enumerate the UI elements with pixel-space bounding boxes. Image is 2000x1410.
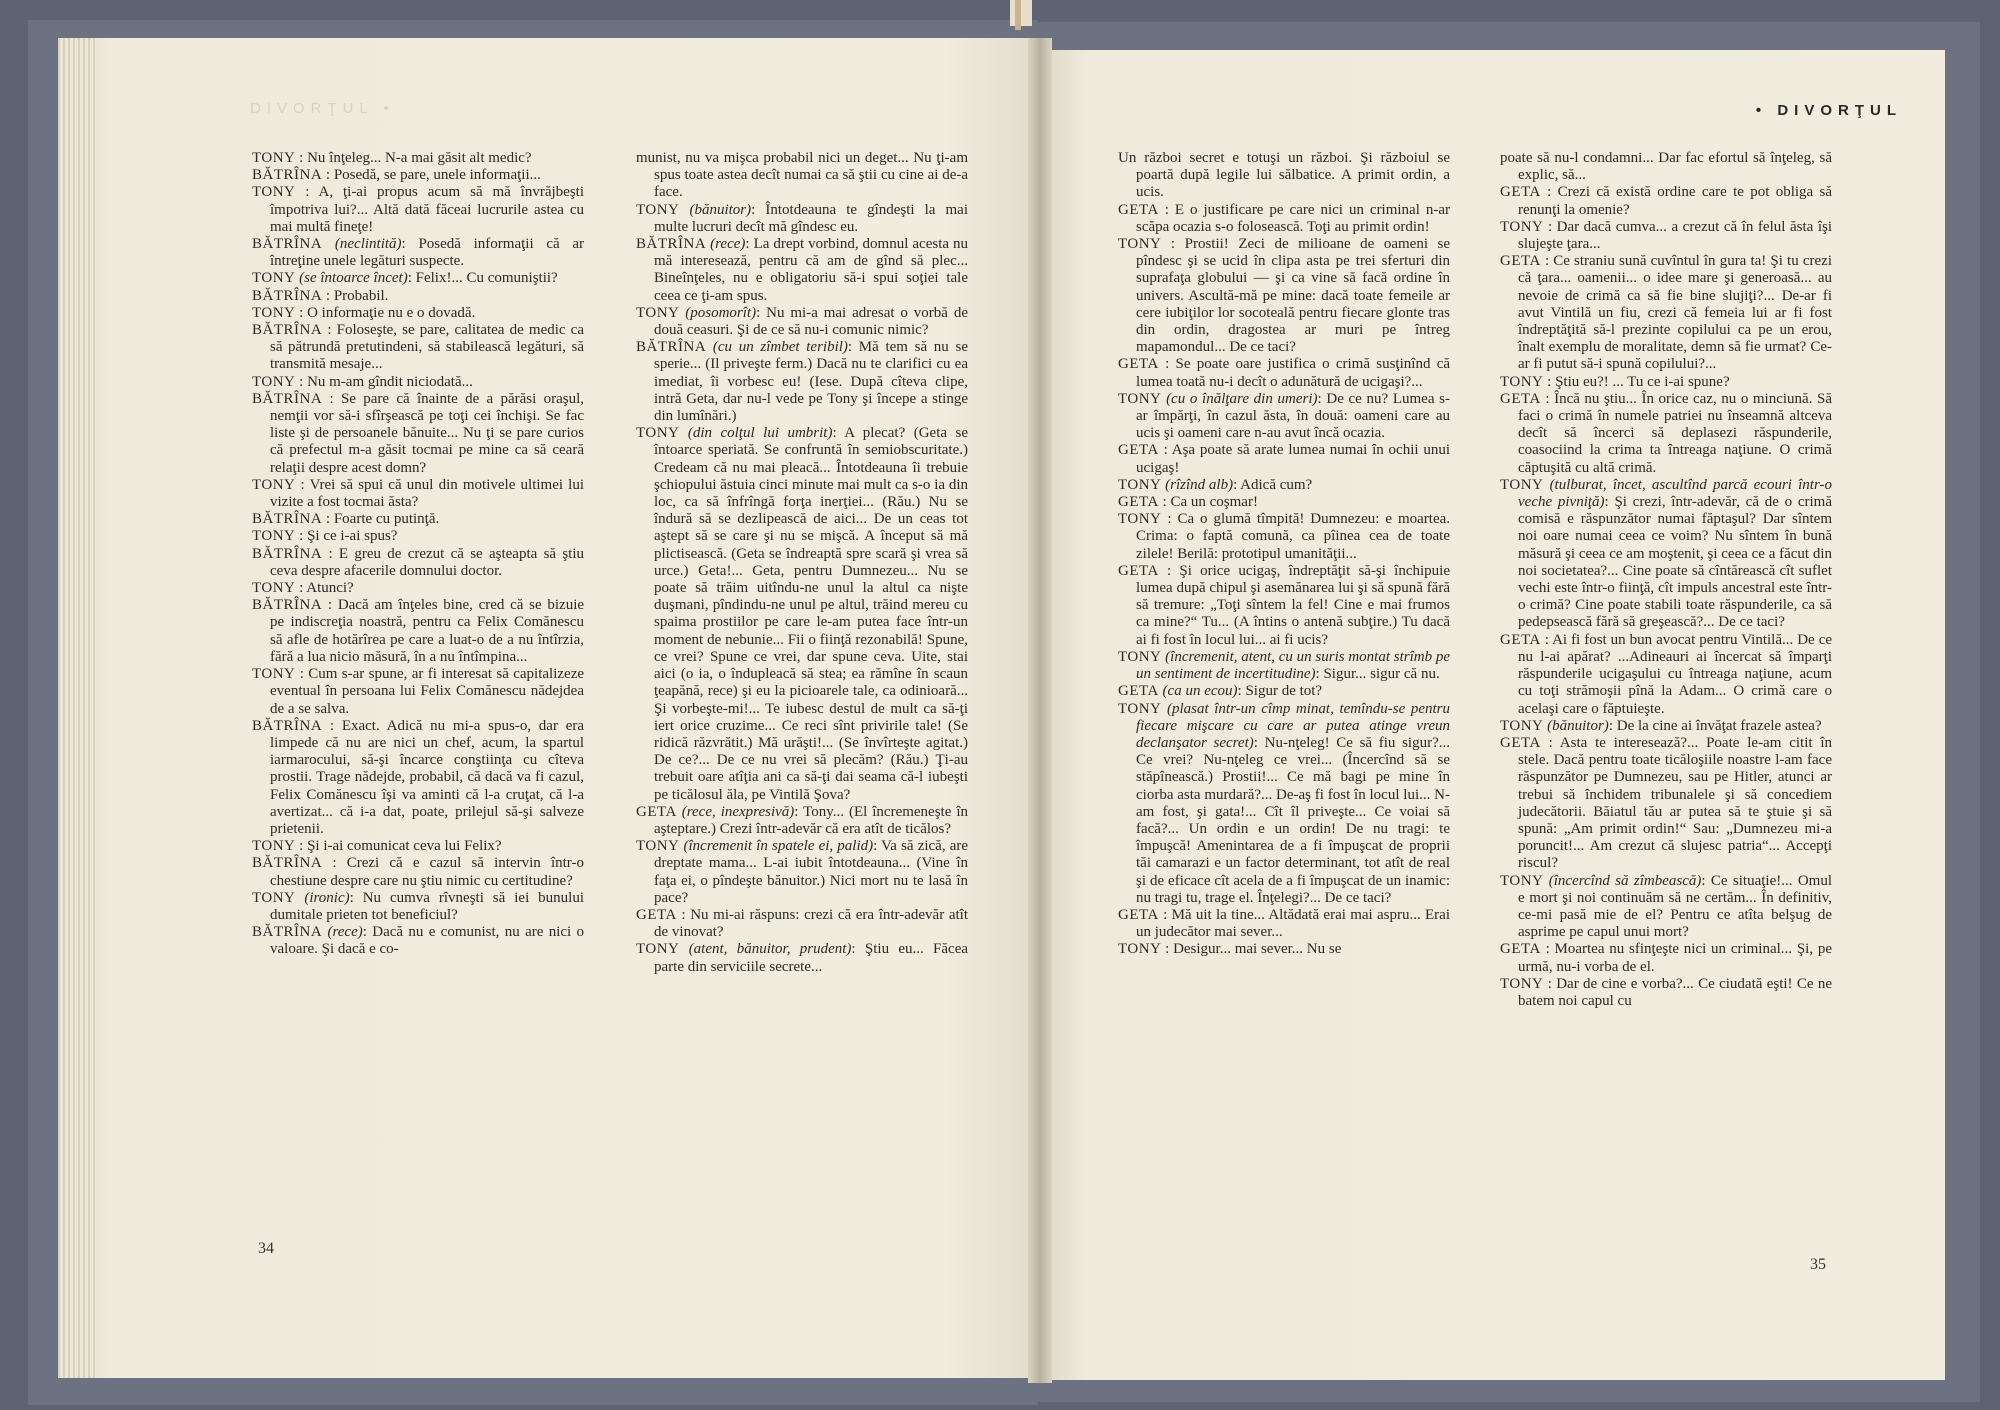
dialogue-paragraph: BĂTRÎNA : Foarte cu putinţă. [252,511,440,528]
dialogue-paragraph: GETA : Şi orice ucigaş, îndreptăţit să-şi închipuie lumea după chipul şi asemănarea lui şi să spună fără să tremure: „Toţi sîntem la fel! Cine e mai frumos ca mine?“ Tu... (A întins o antenă subţire.) Tu dacă ai fi fost în locul lui... ai fi ucis? [1118,562,1450,648]
dialogue-text: Sigur... sigur că nu. [1323,666,1440,683]
dialogue-text: Exact. Adică nu mi-a spus-o, dar era limpede că nu are nici un chef, acum, la spartul iarmarocului, să-şi încarce conştiinţa cu cîteva prostii. Trage nădejde, probabil, că dacă va fi cazul, Felix Comănescu îşi va aminti că l-a cruţat, că l-a avertizat... că i-a dat, poate, prilejul să-şi salveze prietenii. [270,717,585,837]
speaker-name: GETA [1118,562,1159,579]
dialogue-text: Şi crezi, într-adevăr, că de o crimă comisă e răspunzător numai făptaşul? Dar sîntem noi oare numai ceea ce voim? Nu sîntem în bună măsură şi ceea ce am moştenit, şi ceea ce a făcut din noi societatea?... Cine poate să cîntărească cît suflet vechi este într-o fiinţă, cît impuls ancestral este într-o crimă? Cine poate stabili toate răspunderile, ca să pedepsească fără să greşească?... De ce taci? [1518,494,1833,631]
dialogue-text: Tony... (El încremeneşte în aşteptare.) Crezi într-adevăr că era atît de ticălos? [654,803,968,837]
dialogue-text: Asta te interesează?... Poate le-am citit în stele. Dacă pentru toate ticăloşiile noastre l-am face răspunzător pe Dumnezeu, sau pe Hitler, atunci ar trebui să închidem tribunalele şi să concediem judecătorii. Băiatul tău ar putea să te ştuie şi să spună: „Am primit ordin!“ Sau: „Dumnezeu mi-a poruncit!... Am crezut că slujesc patria“... Accepţi riscul? [1518,734,1833,872]
dialogue-text: A, ţi-ai propus acum să mă învrăjbeşti împotriva lui?... Altă dată făceai lucrurile astea cu mai multă fineţe! [270,184,585,235]
speaker-name: GETA [1500,734,1541,751]
stage-direction: (din colţul lui umbrit) [687,425,833,442]
dialogue-paragraph: GETA : Ai fi fost un bun avocat pentru Vintilă... De ce nu l-ai apărat? ...Adineauri ai încercat să împarţi răspunderile ucigaşului cu întreaga naţiune, acum cu toţi strămoşii pînă la Adam... O crimă care o acelaşi care o făptuieşte. [1500,631,1833,717]
dialogue-paragraph: BĂTRÎNA : Exact. Adică nu mi-a spus-o, dar era limpede că nu are nici un chef, acum, la spartul iarmarocului, să-şi încarce conştiinţa cu cîteva prostii. Trage nădejde, probabil, că dacă va fi cazul, Felix Comănescu îşi va aminti că l-a cruţat, că l-a avertizat... că i-a dat, poate, prilejul să-şi salveze prietenii. [252,717,585,837]
dialogue-text: Nu cumva rîvneşti să iei bunului dumitale prieten tot beneficiul? [270,889,584,923]
speaker-name: BĂTRÎNA [252,545,323,562]
dialogue-paragraph: GETA : Nu mi-ai răspuns: crezi că era într-adevăr atît de vinovat? [636,906,968,941]
stage-direction: (ca un ecou) [1162,683,1238,700]
dialogue-paragraph: TONY (ironic): Nu cumva rîvneşti să iei bunului dumitale prieten tot beneficiul? [252,889,584,923]
stage-direction: (rece) [710,236,746,253]
speaker-name: BĂTRÎNA [252,287,323,304]
speaker-name: GETA [1118,356,1159,373]
dialogue-text: Întotdeauna te gîndeşti la mai multe lucruri decît mă gîndesc eu. [654,201,969,235]
dialogue-paragraph: GETA (rece, inexpresivă): Tony... (El încremeneşte în aşteptare.) Crezi într-adevăr că era atît de ticălos? [636,803,968,837]
stage-direction: (rece) [327,924,363,941]
show-through-header: DIVORŢUL • [250,100,395,117]
dialogue-paragraph: TONY (din colţul lui umbrit): A plecat? (Geta se întoarce speriată. Se confruntă în semiobscuritate.) Credeam că nu mai pleacă... Întotdeauna îi trebuie şchiopului ăstuia cinci minute mai mult ca s-o ia din loc, ca să înfrîngă forţa inerţiei... (Rău.) Nu se îndură să se dezlipească de aici... De un ceas tot aştept să se care şi nu se mişcă. A început să mă plictisească. (Geta se îndreaptă spre scară şi vrea să urce.) Geta!... Geta, pentru Dumnezeu... Nu se poate să trăim uitîndu-ne unul la altul ca nişte duşmani, pîndindu-ne unul pe altul, trăind mereu cu spaima prostiilor pe care le-am putea face într-un moment de nebunie... Fii o fiinţă rezonabilă! Spune, ce vrei? Spune ce vrei, dar spune ceva. Uite, stai aici (o ia, o îndupleacă să stea; ea rămîne în scaun ţeapănă, rece) şi eu la picioarele tale, ca odinioară... Şi vorbeşte-mi!... Te iubesc destul de mult ca să-ţi iert orice cruzime... Ce reci sînt privirile tale! (Se ridică răzvrătit.) Mă urăşti!... (Se învîrteşte agitat.) De ce?... De ce nu vrei să plecăm? (Rău.) Ţi-au trebuit oare atîţia ani ca să-ţi dai seama că-l iubeşti pe ticălosul ăla, pe Vintilă Şova? [636,425,969,803]
speaker-name: TONY [636,941,680,958]
stage-direction: (rîzînd alb) [1165,476,1234,493]
text-column-4 [1500,150,1832,1010]
dialogue-paragraph: TONY : O informaţie nu e o dovadă. [252,304,476,321]
stage-direction: (rece, inexpresivă) [681,803,795,820]
speaker-name: TONY [252,304,296,321]
dialogue-text: De ce nu? Lumea s-ar împărţi, în cazul ăsta, în două: oameni care au ucis şi oameni care n-au avut încă ocazia. [1136,390,1450,442]
dialogue-text: E o justificare pe care nici un criminal n-ar scăpa ocazia s-o folosească. Toţi au primit ordin! [1136,201,1450,235]
stage-direction: (atent, bănuitor, prudent) [688,941,852,958]
dialogue-text: Şi ce i-ai spus? [307,528,398,545]
stage-direction: (bănuitor) [689,201,752,218]
dialogue-paragraph: TONY : Atunci? [252,580,354,597]
bookmark-ribbon [1015,0,1021,30]
dialogue-text: La drept vorbind, domnul acesta nu mă interesează, pentru că am de gînd să plec... Bineînţeles, nu e obligatoriu să-i spui soţiei tale ceea ce ţi-am spus. [654,236,968,304]
dialogue-text: Adică cum? [1240,476,1313,493]
dialogue-paragraph: BĂTRÎNA (rece): Dacă nu e comunist, nu are nici o valoare. Şi dacă e co- [252,924,585,958]
dialogue-text: Desigur... mai sever... Nu se [1173,941,1342,958]
dialogue-text: Cum s-ar spune, ar fi interesat să capitalizeze eventual în persoana lui Felix Comănescu nădejdea de a se salva. [270,666,585,717]
dialogue-paragraph: TONY : Ca o glumă tîmpită! Dumnezeu: e moartea. Crima: o faptă comună, ca pîinea cea de toate zilele! Berilă: prototipul umanităţii... [1118,511,1451,562]
dialogue-paragraph: TONY : Dar de cine e vorba?... Ce ciudată eşti! Ce ne batem noi capul cu [1500,975,1833,1009]
speaker-name: GETA [1118,442,1159,459]
dialogue-text: Dacă nu e comunist, nu are nici o valoare. Şi dacă e co- [270,924,585,958]
dialogue-text: Aşa poate să arate lumea numai în ochii unui ucigaş! [1136,442,1450,476]
dialogue-paragraph: TONY (bănuitor): Întotdeauna te gîndeşti la mai multe lucruri decît mă gîndesc eu. [636,201,969,235]
dialogue-paragraph: BĂTRÎNA (cu un zîmbet teribil): Mă tem să nu se sperie... (Il priveşte ferm.) Dacă nu te clarifici cu ea imediat, îi vorbesc eu! (Iese. După cîteva clipe, intră Geta, dar nu-l vede pe Tony şi începe a stinge din lumînări.) [636,339,968,425]
stage-direction: (bănuitor) [1547,717,1609,734]
dialogue-paragraph: TONY : Nu m-am gîndit niciodată... [252,373,473,390]
dialogue-paragraph: BĂTRÎNA : Se pare că înainte de a părăsi oraşul, nemţii vor să-i sfîrşească pe toţi cei închişi. Se fac liste şi de persoanele bănuite... Nu ţi se pare curios că prefectul m-a găsit tocmai pe mine ca să ceară relaţii despre acest domn? [252,390,584,476]
dialogue-text: Ce situaţie!... Omul e mort şi noi continuăm să ne certăm... În definitiv, ce-mi pasă mie de el? Pentru ce atîta belşug de asprime pe capul unui mort? [1518,872,1833,941]
dialogue-text: Atunci? [306,580,354,597]
text-column-1 [252,150,584,959]
speaker-name: BĂTRÎNA [252,717,323,734]
dialogue-paragraph: GETA : Încă nu ştiu... În orice caz, nu o minciună. Să faci o crimă în numele patriei nu înseamnă altceva decît să încerci să deplasezi răspunderile, coasociind la crima ta întreaga naţiune. O crimă căptuşită cu altă crimă. [1500,390,1833,476]
speaker-name: BĂTRÎNA [252,167,323,184]
dialogue-paragraph: BĂTRÎNA : Probabil. [252,287,389,304]
stage-direction: (încercînd să zîmbească) [1548,872,1702,889]
speaker-name: GETA [636,906,677,923]
dialogue-paragraph: GETA : Ca un coşmar! [1118,494,1258,511]
dialogue-paragraph: TONY : Şi i-ai comunicat ceva lui Felix? [252,838,502,855]
speaker-name: GETA [1118,906,1159,923]
speaker-name: TONY [252,150,296,166]
speaker-name: TONY [636,304,680,321]
dialogue-text: Ştiu eu... Făcea parte din serviciile secrete... [654,941,969,975]
stage-direction: (încremenit, atent, cu un suris montat strîmb pe un sentiment de incertitudine) [1136,648,1451,683]
stage-direction: (cu un zîmbet teribil) [712,339,848,356]
dialogue-text: Vrei să spui că unul din motivele ultimei lui vizite a fost tocmai ăsta? [270,476,584,511]
page-number-right: 35 [1810,1256,1826,1273]
dialogue-paragraph: BĂTRÎNA : Crezi că e cazul să intervin într-o chestiune despre care nu ştiu nimic cu certitudine? [252,855,584,889]
dialogue-paragraph: GETA : Moartea nu sfinţeşte nici un criminal... Şi, pe urmă, nu-i vorba de el. [1500,941,1833,975]
dialogue-paragraph: TONY : Dar dacă cumva... a crezut că în felul ăsta îşi slujeşte ţara... [1500,218,1833,253]
dialogue-text: Probabil. [333,287,389,304]
dialogue-text: Un război secret e totuşi un război. Şi războiul se poartă după legile lui sălbatice. A primit ordin, a ucis. [1118,150,1450,201]
dialogue-paragraph: GETA : Asta te interesează?... Poate le-am citit în stele. Dacă pentru toate ticăloşiile noastre l-am face răspunzător pe Dumnezeu, sau pe Hitler, atunci ar trebui să închidem tribunalele şi să concediem judecătorii. Băiatul tău ar putea să te ştuie şi să spună: „Am primit ordin!“ Sau: „Dumnezeu mi-a poruncit!... Am crezut că slujesc patria“... Accepţi riscul? [1500,734,1833,872]
dialogue-paragraph: TONY : A, ţi-ai propus acum să mă învrăjbeşti împotriva lui?... Altă dată făceai lucrurile astea cu mai multă fineţe! [252,184,585,235]
text-column-2 [636,150,968,976]
speaker-name: GETA [1500,390,1541,407]
speaker-name: TONY [252,580,296,597]
dialogue-paragraph [636,150,968,202]
dialogue-paragraph: TONY : Prostii! Zeci de milioane de oameni se pîndesc şi se ucid în clipa asta pe trei sferturi din suprafaţa globului — şi ca vine să facă ordine în univers. Ascultă-mă pe mine: dacă toate femeile ar cere iubiţilor lor socoteală pentru fiecare glonte tras din ordin, dragostea ar muri pe întreg mapamondul... De ce taci? [1118,236,1451,356]
dialogue-paragraph: TONY : Ştiu eu?! ... Tu ce i-ai spune? [1500,373,1730,390]
speaker-name: BĂTRÎNA [252,924,323,941]
dialogue-paragraph: TONY (bănuitor): De la cine ai învăţat frazele astea? [1500,717,1822,734]
dialogue-paragraph: TONY : Şi ce i-ai spus? [252,528,398,545]
dialogue-text: E greu de crezut că se aşteapta să ştiu ceva despre afacerile domnului doctor. [270,545,585,579]
dialogue-text: Nu mi-a mai adresat o vorbă de două ceasuri. Şi de ce să nu-i comunic nimic? [654,304,968,339]
dialogue-paragraph: BĂTRÎNA : Foloseşte, se pare, calitatea de medic ca să pătrundă pretutindeni, să stabilească legături, să transmită mesaje... [252,322,585,373]
speaker-name: TONY [252,184,296,201]
dialogue-text: Sigur de tot? [1245,683,1323,700]
speaker-name: BĂTRÎNA [636,236,707,253]
dialogue-text: Nu-nţeleg! Ce să fiu sigur?... Ce vrei? Nu-nţeleg ce vrei... (Încercînd să se stăpînească.) Prostii!... Ce mă bagi pe mine în ciorba asta murdară?... De-aş fi fost în locul lui... N-am fost, şi gata!... Cît îl priveşte... Ce voiai să facă?... Un ordin e un ordin! De nu tragi: te împuşcă! Amenintarea de a fi împuşcat de proprii tăi camarazi e un factor determinant, tot atît de real şi de eficace cît acela de a fi împuşcat de un inamic: nu tragi tu, trage el. Înţelegi?... De ce taci? [1136,734,1450,906]
dialogue-paragraph: BĂTRÎNA : Posedă, se pare, unele informaţii... [252,167,541,184]
dialogue-text: Nu m-am gîndit niciodată... [307,373,473,390]
dialogue-paragraph: TONY (plasat într-un cîmp minat, temîndu-se pentru fiecare mişcare cu care ar putea atinge vreun declanşator secret): Nu-nţeleg! Ce să fiu sigur?... Ce vrei? Nu-nţeleg ce vrei... (Încercînd să se stăpînească.) Prostii!... Ce mă bagi pe mine în ciorba asta murdară?... De-aş fi fost în locul lui... N-am fost, şi gata!... Cît îl priveşte... Ce voiai să facă?... Un ordin e un ordin! De nu tragi: te împuşcă! Amenintarea de a fi împuşcat de proprii tăi camarazi e un factor determinant, tot atît de real şi de eficace cît acela de a fi împuşcat de un inamic: nu tragi tu, trage el. Înţelegi?... De ce taci? [1118,700,1451,906]
dialogue-text: Crezi că există ordine care te pot obliga să renunţi la omenie? [1518,184,1832,218]
speaker-name: GETA [1500,941,1541,958]
dialogue-paragraph: GETA (ca un ecou): Sigur de tot? [1118,683,1323,700]
dialogue-paragraph: TONY (posomorît): Nu mi-a mai adresat o vorbă de două ceasuri. Şi de ce să nu-i comunic nimic? [636,304,968,339]
book-gutter [1028,38,1052,1383]
speaker-name: TONY [252,270,296,287]
speaker-name: TONY [1500,218,1544,235]
speaker-name: TONY [1500,975,1544,992]
dialogue-text: Nu mi-ai răspuns: crezi că era într-adevăr atît de vinovat? [654,906,968,941]
speaker-name: TONY [1118,476,1162,493]
dialogue-text: O informaţie nu e o dovadă. [307,304,476,321]
speaker-name: TONY [1500,476,1544,493]
speaker-name: TONY [1118,511,1162,528]
speaker-name: TONY [252,838,296,855]
dialogue-paragraph [1118,150,1450,202]
speaker-name: GETA [1118,683,1159,700]
speaker-name: TONY [1500,872,1544,889]
speaker-name: BĂTRÎNA [636,339,707,356]
bookmark-tab [1010,0,1032,26]
dialogue-paragraph: TONY : Nu înţeleg... N-a mai găsit alt medic? [252,150,532,166]
stage-direction: (tulburat, încet, ascultînd parcă ecouri într-o veche pivniţă) [1518,476,1833,511]
speaker-name: TONY [636,201,680,218]
dialogue-paragraph: TONY (atent, bănuitor, prudent): Ştiu eu... Făcea parte din serviciile secrete... [636,941,969,975]
speaker-name: GETA [1500,631,1541,648]
dialogue-text: Dar de cine e vorba?... Ce ciudată eşti! Ce ne batem noi capul cu [1518,975,1833,1009]
dialogue-paragraph: GETA : Crezi că există ordine care te pot obliga să renunţi la omenie? [1500,184,1832,218]
speaker-name: TONY [252,528,296,545]
running-header: • DIVORŢUL [1755,102,1902,119]
dialogue-paragraph: TONY (încremenit în spatele ei, palid): Va să zică, are dreptate mama... L-ai iubit întotdeauna... (Vine în faţa ei, o pîndeşte bănuitor.) Nici mort nu te lasă în pace? [636,838,969,906]
dialogue-text: Crezi că e cazul să intervin într-o chestiune despre care nu ştiu nimic cu certitudine? [270,855,584,889]
page-number-left: 34 [258,1240,274,1257]
dialogue-text: Nu înţeleg... N-a mai găsit alt medic? [307,150,532,166]
dialogue-text: Foarte cu putinţă. [333,511,440,528]
dialogue-paragraph: BĂTRÎNA : Dacă am înţeles bine, cred că se bizuie pe indiscreţia noastră, pentru ca Felix Comănescu să afle de hotărîrea pe care a luat-o de a nu întîrzia, fără a lua nicio măsură, în a nu întîmpina... [252,597,585,665]
speaker-name: BĂTRÎNA [252,597,323,614]
dialogue-text: A plecat? (Geta se întoarce speriată. Se confruntă în semiobscuritate.) Credeam că nu mai pleacă... Întotdeauna îi trebuie şchiopului ăstuia cinci minute mai mult ca s-o ia din loc, ca să înfrîngă forţa inerţiei... (Rău.) Nu se îndură să se dezlipească de aici... De un ceas tot aştept să se care şi nu se mişcă. A început să mă plictisească. (Geta se îndreaptă spre scară şi vrea să urce.) Geta!... Geta, pentru Dumnezeu... Nu se poate să trăim uitîndu-ne unul la altul ca nişte duşmani, pîndindu-ne unul pe altul, trăind mereu cu spaima prostiilor pe care le-am putea face într-un moment de nebunie... Fii o fiinţă rezonabilă! Spune, ce vrei? Spune ce vrei, dar spune ceva. Uite, stai aici (o ia, o îndupleacă să stea; ea rămîne în scaun ţeapănă, rece) şi eu la picioarele tale, ca odinioară... Şi vorbeşte-mi!... Te iubesc destul de mult ca să-ţi iert orice cruzime... Ce reci sînt privirile tale! (Se ridică răzvrătit.) Mă urăşti!... (Se învîrteşte agitat.) De ce?... De ce nu vrei să plecăm? (Rău.) Ţi-au trebuit oare atîţia ani ca să-ţi dai seama că-l iubeşti pe ticălosul ăla, pe Vintilă Şova? [654,425,969,803]
stage-direction: (încremenit în spatele ei, palid) [683,838,874,855]
speaker-name: GETA [1118,494,1159,511]
speaker-name: TONY [1118,648,1162,665]
speaker-name: TONY [1500,717,1544,734]
speaker-name: TONY [252,373,296,390]
dialogue-text: Posedă, se pare, unele informaţii... [333,167,541,184]
speaker-name: BĂTRÎNA [252,236,323,253]
dialogue-text: Ca o glumă tîmpită! Dumnezeu: e moartea. Crima: o faptă comună, ca pîinea cea de toate zilele! Berilă: prototipul umanităţii... [1136,511,1451,562]
dialogue-paragraph: TONY (se întoarce încet): Felix!... Cu comuniştii? [252,270,558,287]
speaker-name: GETA [636,803,677,820]
dialogue-paragraph: GETA : Ce straniu sună cuvîntul în gura ta! Şi tu crezi că ţara... oamenii... o idee mare şi generoasă... au nevoie de crimă ca să fie bine slujiţi?... De-ar fi avut Vintilă un fiu, crezi că femeia lui ar fi fost îndreptăţită să-l prezinte copilului ca pe un erou, înalt exemplu de moralitate, demn să fie urmat? Ce-ar fi putut să-i spună copilului?... [1500,253,1832,373]
dialogue-text: Încă nu ştiu... În orice caz, nu o minciună. Să faci o crimă în numele patriei nu înseamnă altceva decît să încerci să deplasezi răspunderile, coasociind la crima ta întreaga naţiune. O crimă căptuşită cu altă crimă. [1518,390,1833,476]
speaker-name: TONY [252,476,296,493]
speaker-name: TONY [636,838,680,855]
dialogue-text: Va să zică, are dreptate mama... L-ai iubit întotdeauna... (Vine în faţa ei, o pîndeşte bănuitor.) Nici mort nu te lasă în pace? [654,838,969,906]
speaker-name: TONY [1118,390,1162,407]
speaker-name: TONY [636,425,680,442]
dialogue-paragraph: TONY (încercînd să zîmbească): Ce situaţie!... Omul e mort şi noi continuăm să ne certăm... În definitiv, ce-mi pasă mie de el? Pentru ce atîta belşug de asprime pe capul unui mort? [1500,872,1833,941]
dialogue-text: Felix!... Cu comuniştii? [415,270,558,287]
text-column-3 [1118,150,1450,959]
dialogue-text: De la cine ai învăţat frazele astea? [1616,717,1822,734]
page-edges [58,38,98,1378]
dialogue-paragraph: TONY (încremenit, atent, cu un suris montat strîmb pe un sentiment de incertitudine): Sigur... sigur că nu. [1118,648,1451,683]
speaker-name: TONY [1118,236,1162,253]
speaker-name: GETA [1500,253,1541,270]
dialogue-text: Mă uit la tine... Altădată erai mai aspru... Erai un judecător mai sever... [1136,906,1450,941]
speaker-name: GETA [1500,184,1541,201]
dialogue-paragraph: GETA : Se poate oare justifica o crimă susţinînd că lumea toată nu-i decît o adunătură de ucigaşi?... [1118,356,1451,390]
stage-direction: (plasat într-un cîmp minat, temîndu-se pentru fiecare mişcare cu care ar putea atinge vreun declanşator secret) [1136,700,1451,751]
dialogue-paragraph: GETA : Mă uit la tine... Altădată erai mai aspru... Erai un judecător mai sever... [1118,906,1450,941]
dialogue-text: Mă tem să nu se sperie... (Il priveşte ferm.) Dacă nu te clarifici cu ea imediat, îi vorbesc eu! (Iese. După cîteva clipe, intră Geta, dar nu-l vede pe Tony şi începe a stinge din lumînări.) [654,339,968,425]
speaker-name: TONY [1118,700,1162,717]
speaker-name: BĂTRÎNA [252,322,323,339]
stage-direction: (neclintită) [334,236,402,253]
dialogue-text: poate să nu-l condamni... Dar fac efortul să înţeleg, să explic, să... [1500,150,1832,184]
dialogue-paragraph: TONY : Desigur... mai sever... Nu se [1118,941,1342,958]
speaker-name: BĂTRÎNA [252,390,323,407]
dialogue-paragraph: BĂTRÎNA (rece): La drept vorbind, domnul acesta nu mă interesează, pentru că am de gînd să plec... Bineînţeles, nu e obligatoriu să-i spui soţiei tale ceea ce ţi-am spus. [636,236,968,304]
dialogue-paragraph: TONY (rîzînd alb): Adică cum? [1118,476,1313,493]
dialogue-text: Posedă informaţii că ar întreţine unele legături suspecte. [270,236,585,270]
dialogue-text: munist, nu va mişca probabil nici un deget... Nu ţi-am spus toate astea decît numai ca să ştii cu cine ai de-a face. [636,150,968,201]
dialogue-text: Prostii! Zeci de milioane de oameni se pîndesc şi se ucid în clipa asta pe trei sferturi din suprafaţa globului — şi ca vine să facă ordine în univers. Ascultă-mă pe mine: dacă toate femeile ar cere iubiţilor lor socoteală pentru fiecare glonte tras din ordin, dragostea ar muri pe întreg mapamondul... De ce taci? [1136,236,1451,356]
speaker-name: TONY [1118,941,1162,958]
dialogue-text: Ştiu eu?! ... Tu ce i-ai spune? [1555,373,1730,390]
stage-direction: (posomorît) [685,304,757,321]
dialogue-paragraph [1500,150,1832,184]
speaker-name: BĂTRÎNA [252,511,323,528]
dialogue-text: Se pare că înainte de a părăsi oraşul, nemţii vor să-i sfîrşească pe toţi cei închişi. Se fac liste şi de persoanele bănuite... Nu ţi se pare curios că prefectul m-a găsit tocmai pe mine ca să ceară relaţii despre acest domn? [270,390,584,476]
stage-direction: (ironic) [304,889,350,906]
dialogue-text: Ce straniu sună cuvîntul în gura ta! Şi tu crezi că ţara... oamenii... o idee mare şi generoasă... au nevoie de crimă ca să fie bine slujiţi?... De-ar fi avut Vintilă un fiu, crezi că femeia lui ar fi fost îndreptăţită să-l prezinte copilului ca pe un erou, înalt exemplu de moralitate, demn să fie urmat? Ce-ar fi putut să-i spună copilului?... [1518,253,1832,373]
dialogue-paragraph: GETA : E o justificare pe care nici un criminal n-ar scăpa ocazia s-o folosească. Toţi au primit ordin! [1118,201,1450,235]
speaker-name: BĂTRÎNA [252,855,323,872]
dialogue-paragraph: TONY : Cum s-ar spune, ar fi interesat să capitalizeze eventual în persoana lui Felix Comănescu nădejdea de a se salva. [252,666,585,717]
dialogue-text: Ca un coşmar! [1170,494,1258,511]
speaker-name: TONY [252,666,296,683]
speaker-name: TONY [1500,373,1544,390]
dialogue-text: Dar dacă cumva... a crezut că în felul ăsta îşi slujeşte ţara... [1518,218,1833,253]
stage-direction: (se întoarce încet) [299,270,408,287]
dialogue-paragraph: TONY : Vrei să spui că unul din motivele ultimei lui vizite a fost tocmai ăsta? [252,476,584,511]
stage-direction: (cu o înălţare din umeri) [1166,390,1318,407]
dialogue-paragraph: BĂTRÎNA : E greu de crezut că se aşteapta să ştiu ceva despre afacerile domnului doctor. [252,545,585,579]
dialogue-paragraph: TONY (cu o înălţare din umeri): De ce nu? Lumea s-ar împărţi, în cazul ăsta, în două: oameni care au ucis şi oameni care n-au avut încă ocazia. [1118,390,1450,442]
dialogue-text: Şi i-ai comunicat ceva lui Felix? [307,838,502,855]
dialogue-text: Ai fi fost un bun avocat pentru Vintilă... De ce nu l-ai apărat? ...Adineauri ai încercat să împarţi răspunderile ucigaşului cu întreaga naţiune, acum cu toţi strămoşii pînă la Adam... O crimă care o acelaşi care o făptuieşte. [1518,631,1833,717]
dialogue-paragraph: BĂTRÎNA (neclintită): Posedă informaţii că ar întreţine unele legături suspecte. [252,236,585,270]
dialogue-text: Dacă am înţeles bine, cred că se bizuie pe indiscreţia noastră, pentru ca Felix Comănescu să afle de hotărîrea pe care a luat-o de a nu întîrzia, fără a lua nicio măsură, în a nu întîmpina... [270,597,585,665]
dialogue-text: Moartea nu sfinţeşte nici un criminal... Şi, pe urmă, nu-i vorba de el. [1518,941,1833,975]
dialogue-text: Foloseşte, se pare, calitatea de medic ca să pătrundă pretutindeni, să stabilească legături, să transmită mesaje... [270,322,585,373]
speaker-name: TONY [252,889,296,906]
dialogue-text: Şi orice ucigaş, îndreptăţit să-şi închipuie lumea după chipul şi asemănarea lui şi să spună fără să tremure: „Toţi sîntem la fel! Cine e mai frumos ca mine?“ Tu... (A întins o antenă subţire.) Tu dacă ai fi fost în locul lui... ai fi ucis? [1136,562,1450,648]
dialogue-text: Se poate oare justifica o crimă susţinînd că lumea toată nu-i decît o adunătură de ucigaşi?... [1136,356,1451,390]
speaker-name: GETA [1118,201,1159,218]
dialogue-paragraph: GETA : Aşa poate să arate lumea numai în ochii unui ucigaş! [1118,442,1450,476]
dialogue-paragraph: TONY (tulburat, încet, ascultînd parcă ecouri într-o veche pivniţă): Şi crezi, într-adevăr, că de o crimă comisă e răspunzător numai făptaşul? Dar sîntem noi oare numai ceea ce voim? Nu sîntem în bună măsură şi ceea ce am moştenit, şi ceea ce a făcut din noi societatea?... Cine poate să cîntărească cît suflet vechi este într-o fiinţă, cît impuls ancestral este într-o crimă? Cine poate stabili toate răspunderile, ca să pedepsească fără să greşească?... De ce taci? [1500,476,1833,631]
